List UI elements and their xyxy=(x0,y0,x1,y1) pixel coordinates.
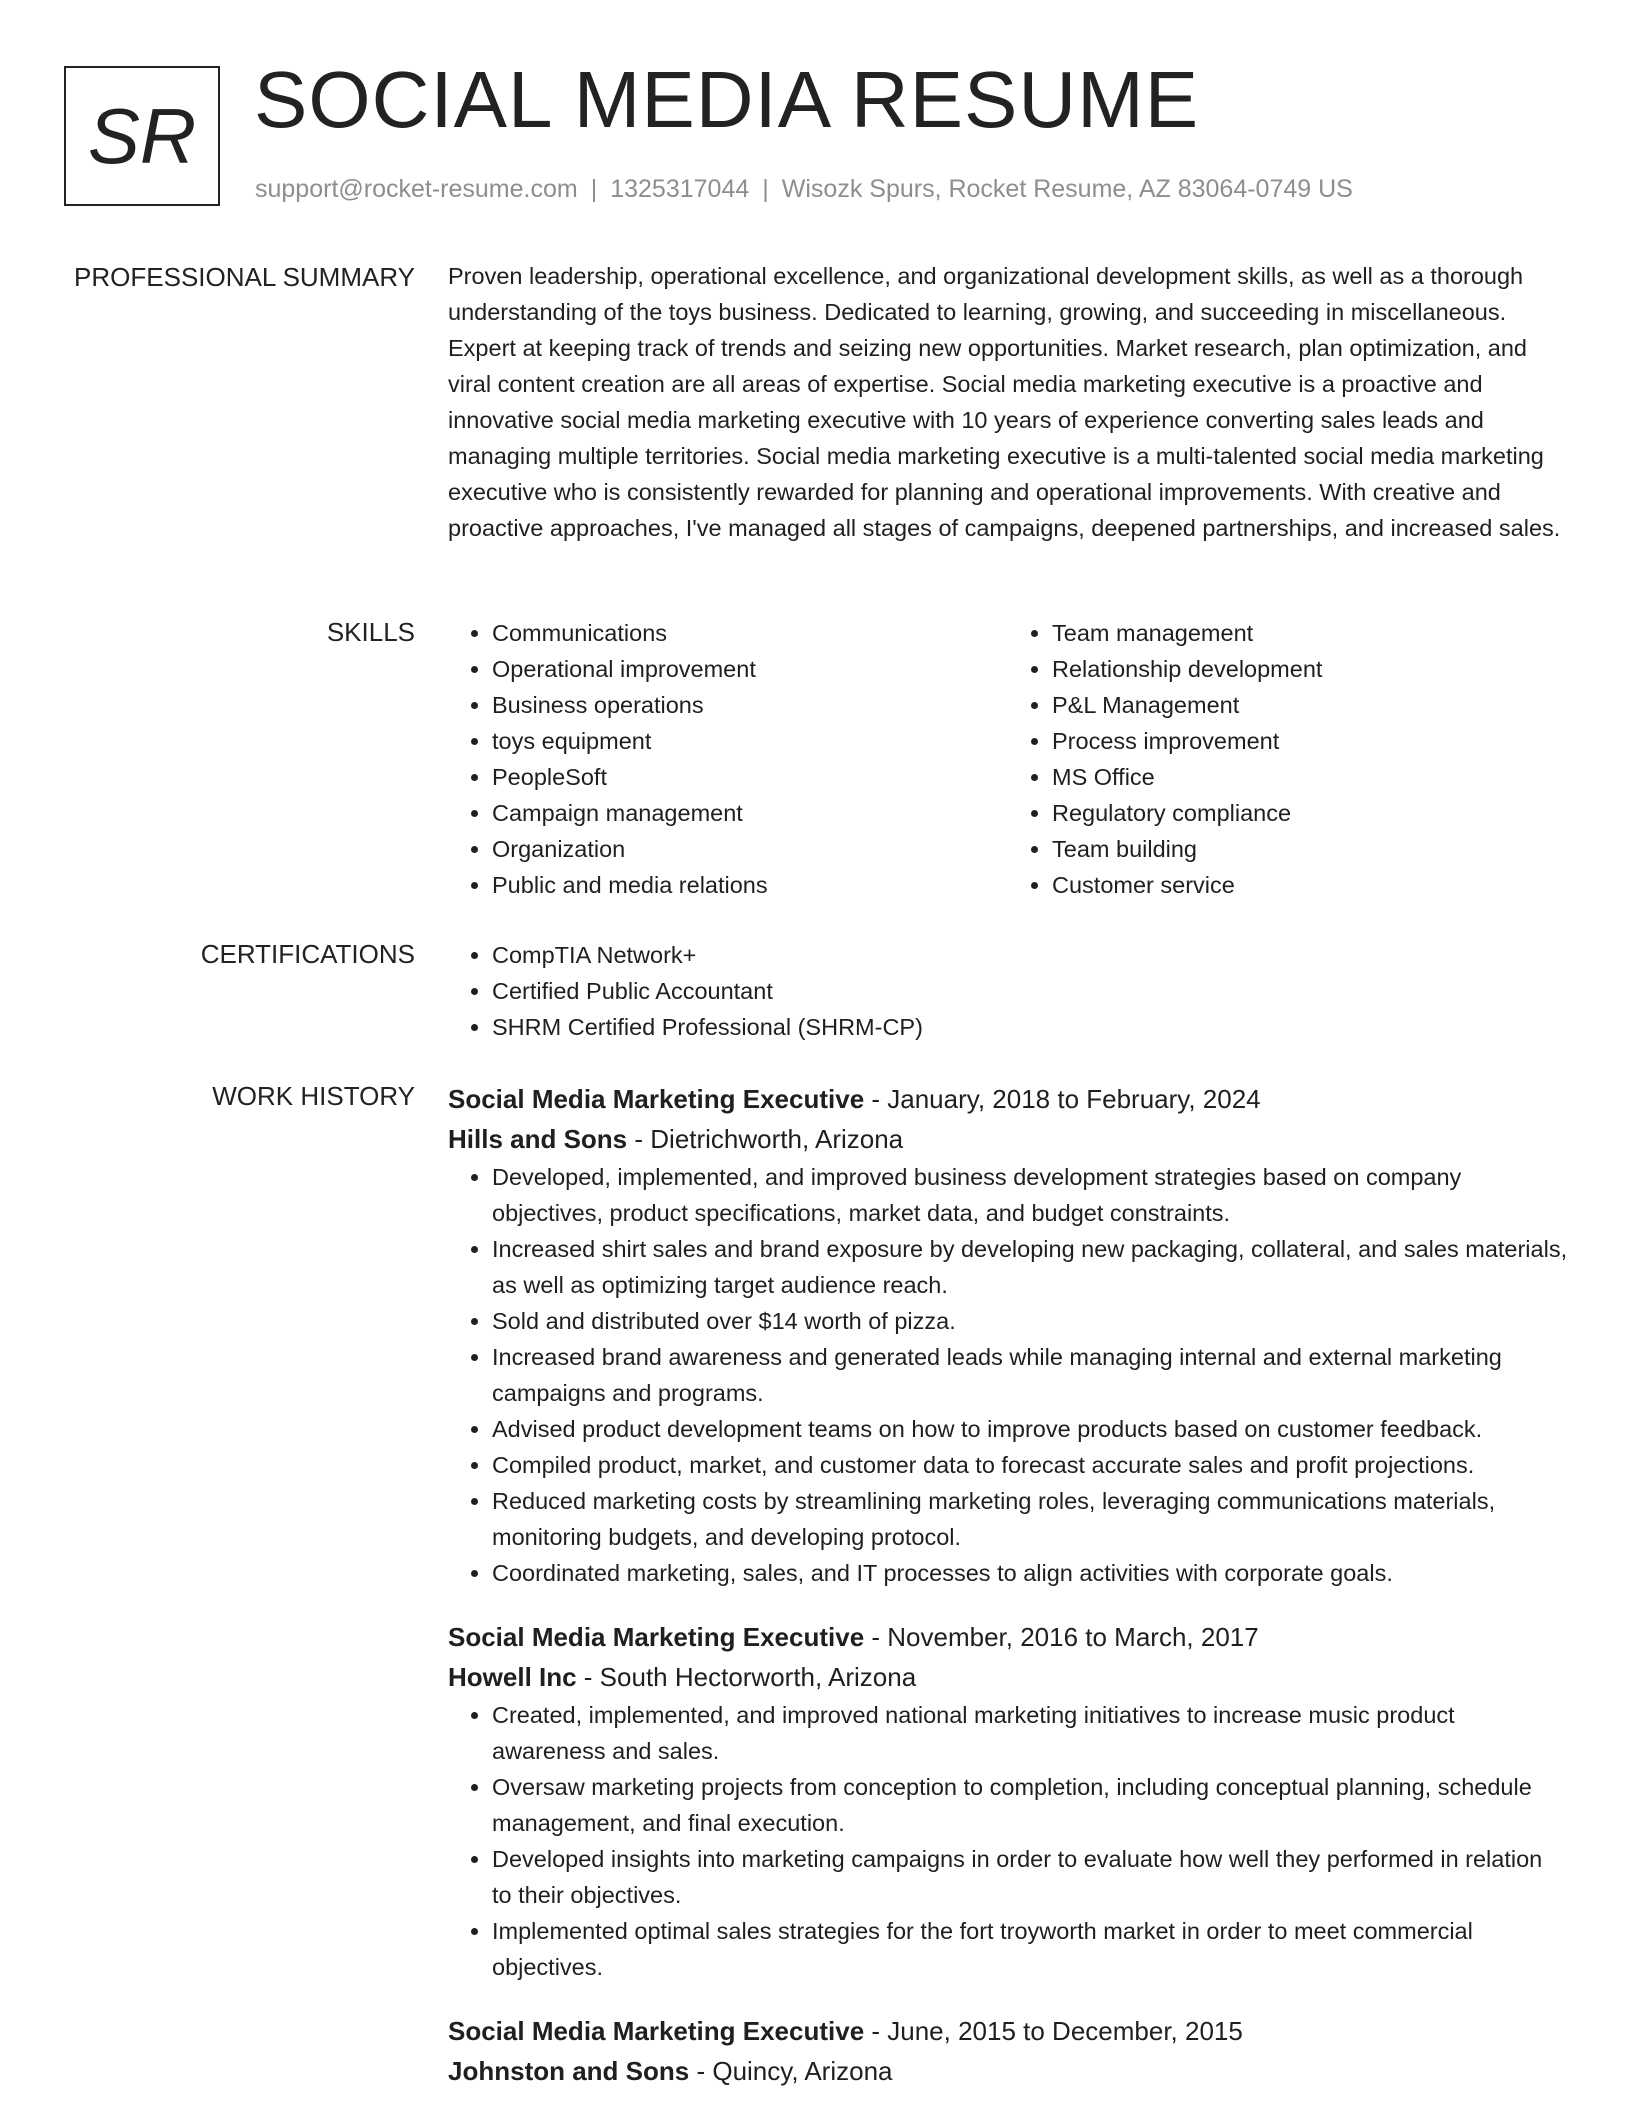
job-dates: - January, 2018 to February, 2024 xyxy=(864,1084,1261,1114)
skills-label: SKILLS xyxy=(326,617,415,647)
skill-item: • Organization xyxy=(492,831,1008,867)
job-company: Hills and Sons xyxy=(448,1124,628,1154)
skill-item: • Campaign management xyxy=(492,795,1008,831)
skill-item: • Team building xyxy=(1052,831,1568,867)
contact-email[interactable]: support@rocket-resume.com xyxy=(255,175,578,203)
job-company: Howell Inc xyxy=(448,1662,577,1692)
job-title: Social Media Marketing Executive xyxy=(448,2016,865,2046)
page-title: SOCIAL MEDIA RESUME xyxy=(254,55,1200,144)
certification-item: • SHRM Certified Professional (SHRM-CP) xyxy=(492,1009,1568,1045)
skill-item: • Public and media relations xyxy=(492,867,1008,903)
skill-item: • Relationship development xyxy=(1052,651,1568,687)
job-bullet: • Coordinated marketing, sales, and IT processes to align activities with corporate goals. xyxy=(492,1555,1568,1591)
job-bullet: • Developed, implemented, and improved business development strategies based on company objectives, product specifications, market data, and budget constraints. xyxy=(492,1159,1568,1231)
certifications-list xyxy=(448,937,1568,1045)
job-entry xyxy=(448,1617,1568,1985)
job-bullet: • Created, implemented, and improved national marketing initiatives to increase music product awareness and sales. xyxy=(492,1697,1568,1769)
summary-text: Proven leadership, operational excellence, and organizational development skills, as well as a thorough understanding of the toys business. Dedicated to learning, growing, and succeeding in miscellaneous. Expert at keeping track of trends and seizing new opportunities. Market research, plan optimization, and viral content creation are all areas of expertise. Social media marketing executive is a proactive and innovative social media marketing executive with 10 years of experience converting sales leads and managing multiple territories. Social media marketing executive is a multi-talented social media marketing executive who is consistently rewarded for planning and operational improvements. With creative and proactive approaches, I've managed all stages of campaigns, deepened partnerships, and increased sales. xyxy=(448,263,1561,541)
contact-line xyxy=(255,175,1353,204)
skill-item: • toys equipment xyxy=(492,723,1008,759)
skill-item: • Operational improvement xyxy=(492,651,1008,687)
job-dates: - June, 2015 to December, 2015 xyxy=(864,2016,1243,2046)
job-bullets xyxy=(448,1159,1568,1591)
contact-address: Wisozk Spurs, Rocket Resume, AZ 83064-0749 US xyxy=(781,175,1353,203)
job-title-line xyxy=(448,2011,1568,2051)
job-location: - Dietrichworth, Arizona xyxy=(627,1124,904,1154)
job-bullet: • Sold and distributed over $14 worth of pizza. xyxy=(492,1303,1568,1339)
summary-content xyxy=(448,258,1568,546)
job-entry xyxy=(448,2011,1568,2091)
job-bullet: • Oversaw marketing projects from conception to completion, including conceptual planning, schedule management, and final execution. xyxy=(492,1769,1568,1841)
skills-list-left xyxy=(448,615,1008,903)
job-company-line xyxy=(448,1657,1568,1697)
skill-item: • Regulatory compliance xyxy=(1052,795,1568,831)
certification-item: • Certified Public Accountant xyxy=(492,973,1568,1009)
certifications-content xyxy=(448,937,1568,1045)
work-label: WORK HISTORY xyxy=(212,1081,415,1111)
job-entry xyxy=(448,1079,1568,1591)
job-company-line xyxy=(448,2051,1568,2091)
job-bullet: • Implemented optimal sales strategies for the fort troyworth market in order to meet commercial objectives. xyxy=(492,1913,1568,1985)
job-bullet: • Increased shirt sales and brand exposure by developing new packaging, collateral, and sales materials, as well as optimizing target audience reach. xyxy=(492,1231,1568,1303)
skill-item: • Team management xyxy=(1052,615,1568,651)
skill-item: • MS Office xyxy=(1052,759,1568,795)
contact-separator: | xyxy=(590,175,598,203)
skills-content xyxy=(448,615,1568,903)
job-dates: - November, 2016 to March, 2017 xyxy=(864,1622,1259,1652)
contact-separator: | xyxy=(762,175,769,203)
job-title-line xyxy=(448,1079,1568,1119)
certification-item: • CompTIA Network+ xyxy=(492,937,1568,973)
contact-phone[interactable]: 1325317044 xyxy=(610,175,750,203)
job-company-line xyxy=(448,1119,1568,1159)
job-location: - South Hectorworth, Arizona xyxy=(576,1662,917,1692)
job-bullets xyxy=(448,1697,1568,1985)
job-bullet: • Advised product development teams on how to improve products based on customer feedback. xyxy=(492,1411,1568,1447)
job-title-line xyxy=(448,1617,1568,1657)
skill-item: • P&L Management xyxy=(1052,687,1568,723)
job-bullet: • Increased brand awareness and generated leads while managing internal and external marketing campaigns and programs. xyxy=(492,1339,1568,1411)
skill-item: • PeopleSoft xyxy=(492,759,1008,795)
job-title: Social Media Marketing Executive xyxy=(448,1622,865,1652)
job-company: Johnston and Sons xyxy=(448,2056,690,2086)
summary-label: PROFESSIONAL SUMMARY xyxy=(74,262,415,292)
certifications-label: CERTIFICATIONS xyxy=(200,939,415,969)
skill-item: • Customer service xyxy=(1052,867,1568,903)
job-title: Social Media Marketing Executive xyxy=(448,1084,865,1114)
work-content xyxy=(448,1079,1568,2091)
job-bullet: • Reduced marketing costs by streamlining marketing roles, leveraging communications materials, monitoring budgets, and developing protocol. xyxy=(492,1483,1568,1555)
skill-item: • Business operations xyxy=(492,687,1008,723)
skills-list-right xyxy=(1008,615,1568,903)
monogram: SR xyxy=(64,66,220,206)
skill-item: • Communications xyxy=(492,615,1008,651)
job-location: - Quincy, Arizona xyxy=(689,2056,893,2086)
job-bullet: • Developed insights into marketing campaigns in order to evaluate how well they performed in relation to their objectives. xyxy=(492,1841,1568,1913)
job-bullet: • Compiled product, market, and customer data to forecast accurate sales and profit projections. xyxy=(492,1447,1568,1483)
skill-item: • Process improvement xyxy=(1052,723,1568,759)
